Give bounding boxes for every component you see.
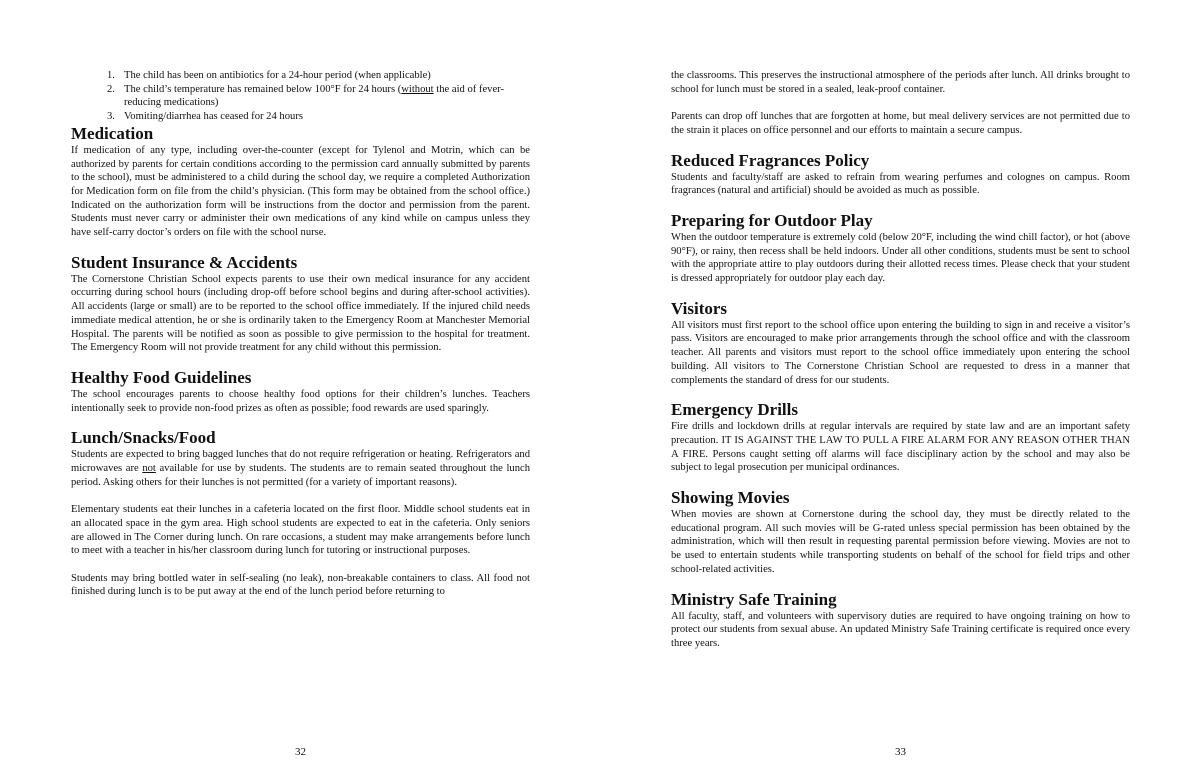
emphasis-without: without [401, 83, 434, 95]
section-paragraph: The school encourages parents to choose healthy food options for their children’s lunches. Teachers intentionally seek to provide non-food prizes as often as possible; food rewards are used sparingly. [71, 388, 530, 414]
list-item-number: 1. [107, 70, 115, 81]
section-heading: Emergency Drills [671, 400, 798, 420]
section-medication [71, 124, 530, 240]
section-lunch-continued [671, 69, 1130, 138]
section-heading: Healthy Food Guidelines [71, 367, 252, 387]
section-paragraph: If medication of any type, including over-the-counter (except for Tylenol and Motrin, which can be authorized by parents for certain conditions according to the permission card annually submitted by parents to the school), must be administered to a child during the school day, we require a completed Authorization for Medication form on file from the child’s physician. (This form may be obtained from the school office.) Indicated on the authorization form will be instructions from the doctor and permission from the parent. Students must never carry or administer their own medications of any kind while on campus unless they have self-carry doctor’s orders on file with the school nurse. [71, 144, 530, 239]
list-item: 3. Vomiting/diarrhea has ceased for 24 hours [107, 111, 303, 123]
section-paragraph: Students and faculty/staff are asked to refrain from wearing perfumes and colognes on campus. Room fragrances (natural and artificial) should be avoided as much as possible. [671, 171, 1130, 197]
page-number: 32 [295, 746, 306, 758]
right-column [671, 69, 1130, 651]
left-page [71, 0, 530, 776]
section-reduced-fragrances [671, 151, 1130, 198]
section-heading: Lunch/Snacks/Food [71, 428, 216, 448]
section-paragraph: When the outdoor temperature is extremely cold (below 20°F, including the wind chill factor), or hot (above 90°F), or rainy, then recess shall be held indoors. Under all other conditions, students must be sent to school with the appropriate attire to play outdoors during their allotted recess times. Please check that your student is dressed appropriately for outdoor play each day. [671, 231, 1130, 285]
section-showing-movies [671, 488, 1130, 577]
section-heading: Showing Movies [671, 488, 790, 508]
section-emergency-drills [671, 400, 1130, 475]
left-column [71, 69, 530, 599]
section-paragraph: Parents can drop off lunches that are forgotten at home, but meal delivery services are not permitted due to the strain it places on office personnel and our efforts to maintain a secure campus. [671, 111, 1130, 136]
section-heading: Student Insurance & Accidents [71, 252, 298, 272]
page-number: 33 [895, 746, 906, 758]
section-heading: Visitors [671, 298, 728, 318]
section-outdoor-play [671, 211, 1130, 286]
section-heading: Preparing for Outdoor Play [671, 210, 873, 230]
list-item: 1. The child has been on antibiotics for a 24-hour period (when applicable) [107, 70, 431, 81]
section-ministry-safe [671, 590, 1130, 651]
section-paragraph: Students may bring bottled water in self-sealing (no leak), non-breakable containers to class. All food not finished during lunch is to be put away at the end of the lunch period before returning to [71, 572, 530, 598]
list-item-number: 3. [107, 111, 115, 123]
list-item-number: 2. [107, 83, 115, 95]
list-item: 2. The child’s temperature has remained below 100°F for 24 hours (without the aid of fever-reducing medications) [107, 83, 504, 109]
emphasis-not: not [142, 463, 156, 475]
section-paragraph: The Cornerstone Christian School expects parents to use their own medical insurance for any accident occurring during school hours (including drop-off before school begins and during after-school activities). All accidents (large or small) are to be reported to the school office immediately. If the injured child needs immediate medical attention, he or she is ordinarily taken to the Emergency Room at Manchester Memorial Hospital. The parents will be notified as soon as possible to give permission to the hospital for treatment. The Emergency Room will not provide treatment for any child without this permission. [71, 273, 530, 354]
section-paragraph: Fire drills and lockdown drills at regular intervals are required by state law and are an important safety precaution. IT IS AGAINST THE LAW TO PULL A FIRE ALARM FOR ANY REASON OTHER THAN A FIRE. Persons caught setting off alarms will face disciplinary action by the school and may also be subject to legal prosecution per municipal ordinances. [671, 421, 1130, 474]
section-paragraph: Elementary students eat their lunches in a cafeteria located on the first floor. Middle school students eat in an allocated space in the gym area. High school students are expected to eat in the cafeteria. Only seniors are allowed in The Corner during lunch. On rare occasions, a student may make arrangements before lunch to meet with a teacher in his/her classroom during lunch for tutoring or instructional purposes. [71, 504, 530, 557]
section-visitors [671, 299, 1130, 388]
return-criteria-list [71, 69, 530, 124]
section-paragraph: When movies are shown at Cornerstone during the school day, they must be directly related to the educational program. All such movies will be G-rated unless special permission has been obtained by the administration, which will then result in requesting parental permission before viewing. Movies are not to be used to entertain students while transporting students on behalf of the school for field trips and other school-related activities. [671, 509, 1130, 575]
section-heading: Ministry Safe Training [671, 589, 837, 609]
section-heading: Medication [71, 123, 154, 143]
section-student-insurance [71, 253, 530, 355]
section-heading: Reduced Fragrances Policy [671, 150, 870, 170]
section-paragraph: Students are expected to bring bagged lunches that do not require refrigeration or heating. Refrigerators and microwaves are not available for use by students. The students are to remain seated throughout the lunch period. Asking others for their lunches is not permitted (for a variety of important reasons). [71, 449, 530, 488]
section-paragraph: All faculty, staff, and volunteers with supervisory duties are required to have ongoing training on how to protect our students from sexual abuse. An updated Ministry Safe Training certificate is required once every three years. [671, 610, 1130, 649]
section-healthy-food [71, 368, 530, 415]
section-paragraph: All visitors must first report to the school office upon entering the building to sign in and receive a visitor’s pass. Visitors are encouraged to make prior arrangements through the school office and with the classroom teacher. All parents and visitors must report to the school office immediately upon entering the school building. All visitors to The Cornerstone Christian School are requested to dress in a manner that complements the standard of dress for our students. [671, 319, 1130, 386]
section-paragraph: the classrooms. This preserves the instructional atmosphere of the periods after lunch. All drinks brought to school for lunch must be stored in a sealed, leak-proof container. [671, 70, 1130, 95]
section-lunch-snacks-food [71, 428, 530, 599]
right-page [671, 0, 1130, 776]
